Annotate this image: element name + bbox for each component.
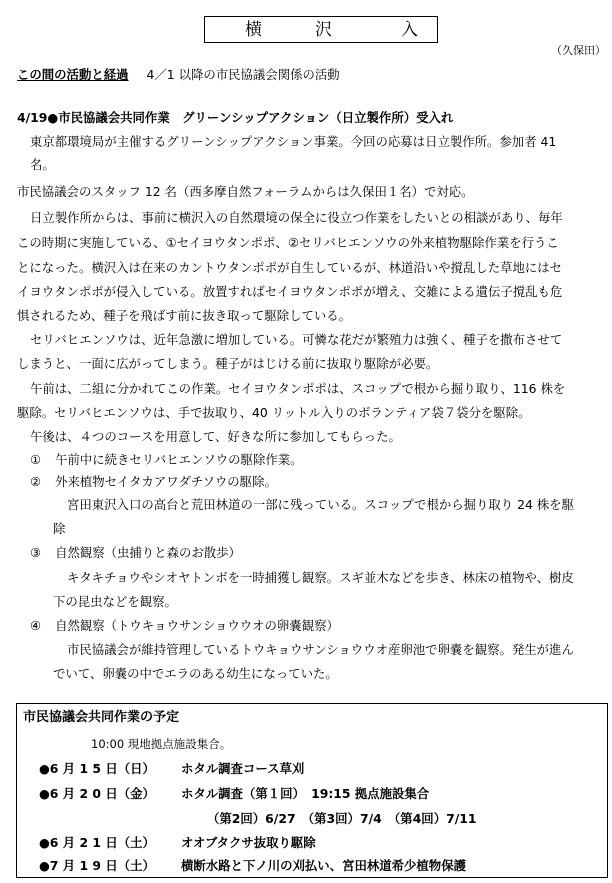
item-text: 自然観察（トウキョウサンショウウオの卵嚢観察）	[55, 618, 339, 633]
schedule-date: ●6 月 2 1 日（土）	[39, 835, 155, 850]
schedule-row	[39, 858, 466, 874]
body-line: しまうと、一面に広がってしまう。種子がはじける前に抜取り駆除が必要。	[17, 356, 439, 371]
list-item	[30, 618, 339, 634]
schedule-box	[16, 703, 608, 878]
item-number: ④	[30, 618, 42, 633]
author: （久保田）	[551, 44, 606, 57]
body-line: 日立製作所からは、事前に横沢入の自然環境の保全に役立つ作業をしたいとの相談があり、毎年	[30, 210, 563, 225]
schedule-note: 10:00 現地拠点施設集合。	[91, 737, 232, 751]
body-line: 東京都環境局が主催するグリーンシップアクション事業。今回の応募は日立製作所。参加者 41	[30, 134, 557, 149]
section-header	[17, 67, 340, 83]
section-heading: この間の活動と経過	[17, 67, 129, 82]
item-detail: 宮田東沢入口の高台と荒田林道の一部に残っている。スコップで根から掘り取り 24 株を駆	[67, 497, 575, 512]
section-subtitle: 4／1 以降の市民協議会関係の活動	[146, 67, 340, 82]
schedule-date: ●6 月 2 0 日（金）	[39, 786, 155, 801]
schedule-row	[39, 786, 430, 802]
list-item	[30, 452, 303, 468]
body-line: この時期に実施している、①セイヨウタンポポ、②セリバヒエンソウの外来植物駆除作業を行うこ	[17, 235, 559, 250]
item-detail: 市民協議会が維持管理しているトウキョウサンショウウオ産卵池で卵嚢を観察。発生が進ん	[67, 642, 574, 657]
schedule-text: オオブタクサ抜取り駆除	[181, 835, 316, 850]
schedule-text: ホタル調査コース草刈	[181, 761, 305, 776]
title-box	[204, 16, 438, 43]
item-detail: 下の昆虫などを観察。	[53, 594, 177, 609]
item-number: ①	[30, 452, 42, 467]
body-line: 市民協議会のスタッフ 12 名（西多摩自然フォーラムからは久保田１名）で対応。	[17, 184, 474, 199]
list-item	[30, 545, 241, 561]
item-number: ③	[30, 545, 42, 560]
item-text: 自然観察（虫捕りと森のお散歩）	[55, 545, 241, 560]
title-char-2: 沢	[315, 20, 332, 40]
body-line: 午前は、二組に分かれてこの作業。セイヨウタンポポは、スコップで根から掘り取り、116 株を	[30, 381, 566, 396]
title-char-3: 入	[401, 20, 418, 40]
schedule-text: 横断水路と下ノ川の刈払い、宮田林道希少植物保護	[181, 858, 466, 873]
schedule-subrow: （第2回）6/27 （第3回）7/4 （第4回）7/11	[207, 811, 477, 826]
schedule-row	[39, 761, 305, 777]
item-detail: 除	[53, 521, 66, 536]
item-detail: キタキチョウやシオヤトンボを一時捕獲し観察。スギ並木などを歩き、林床の植物や、樹皮	[67, 570, 574, 585]
schedule-row	[39, 835, 316, 851]
item-number: ②	[30, 474, 42, 489]
item-text: 午前中に続きセリバヒエンソウの駆除作業。	[55, 452, 303, 467]
schedule-text: ホタル調査（第１回） 19:15 拠点施設集合	[181, 786, 430, 801]
body-line: とになった。横沢入は在来のカントウタンポポが自生しているが、林道沿いや撹乱した草地にはセ	[17, 260, 563, 275]
list-item	[30, 474, 277, 490]
schedule-date: ●6 月 1 5 日（日）	[39, 761, 155, 776]
item-text: 外来植物セイタカアワダチソウの駆除。	[55, 474, 277, 489]
body-line: セリバヒエンソウは、近年急激に増加している。可憐な花だが繁殖力は強く、種子を撒布させて	[30, 332, 563, 347]
title-char-1: 横	[245, 20, 262, 40]
body-line: 名。	[30, 157, 55, 172]
schedule-date: ●7 月 1 9 日（土）	[39, 858, 155, 873]
body-line: イヨウタンポポが侵入している。放置すればセイヨウタンポポが増え、交雑による遺伝子撹乱も危	[17, 284, 563, 299]
body-line: 駆除。セリバヒエンソウは、手で抜取り、40 リットル入りのボランティア袋７袋分を駆除。	[17, 405, 531, 420]
body-line: 惧されるため、種子を飛ばす前に抜き取って駆除している。	[17, 308, 352, 323]
item-detail: でいて、卵嚢の中でエラのある幼生になっていた。	[53, 666, 338, 681]
event-heading: 4/19●市民協議会共同作業 グリーンシップアクション（日立製作所）受入れ	[17, 110, 454, 125]
schedule-heading: 市民協議会共同作業の予定	[23, 710, 180, 725]
body-line: 午後は、４つのコースを用意して、好きな所に参加してもらった。	[30, 429, 401, 444]
